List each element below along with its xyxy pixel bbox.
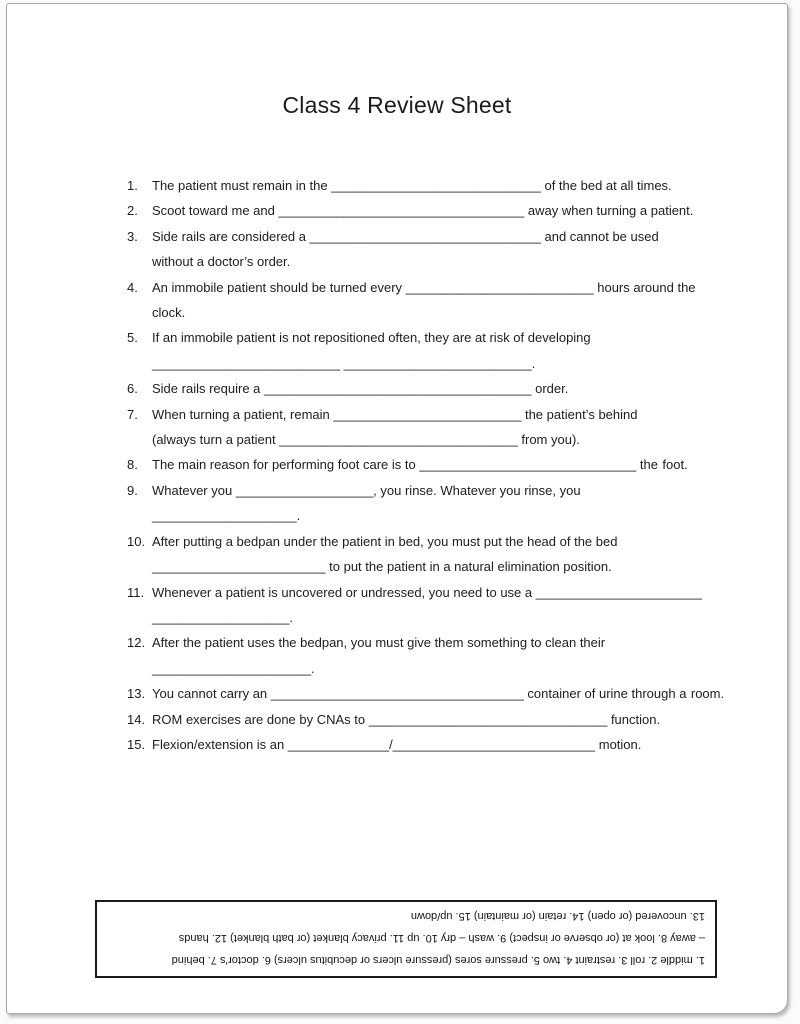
- question-number: 3.: [127, 228, 138, 244]
- question-item: [127, 478, 727, 529]
- answer-key-line: – away 8. look at (or observe or inspect) 9. wash – dry 10. up 11. privacy blanket (or bath blanket) 12. hands: [178, 932, 705, 944]
- document-page: [6, 3, 788, 1014]
- question-number: 7.: [127, 406, 138, 422]
- question-line: Scoot toward me and __________________________________ away when turning a patient.: [152, 203, 694, 219]
- question-line: foot.: [662, 457, 688, 473]
- question-item: [127, 580, 727, 631]
- question-line: ____________________.: [152, 508, 301, 524]
- answer-key-line: 1. middle 2. roll 3. restraint 4. two 5. pressure sores (pressure ulcers or decubitus ulcers) 6. doctor’s 7. behind: [171, 954, 705, 966]
- question-line: ________________________ to put the patient in a natural elimination position.: [152, 559, 612, 575]
- question-line: You cannot carry an ___________________________________ container of urine through a: [152, 686, 687, 702]
- question-item: [127, 198, 727, 223]
- question-item: [127, 275, 727, 326]
- question-line: ______________________.: [152, 660, 315, 676]
- question-line: Flexion/extension is an ______________/____________________________ motion.: [152, 736, 642, 752]
- question-item: [127, 529, 727, 580]
- question-line: room.: [690, 686, 725, 702]
- question-item: [127, 376, 727, 401]
- question-number: 2.: [127, 203, 138, 219]
- question-item: [127, 173, 727, 198]
- question-line: Whenever a patient is uncovered or undressed, you need to use a _______________________: [152, 584, 703, 600]
- question-line: After putting a bedpan under the patient in bed, you must put the head of the bed: [152, 533, 618, 549]
- question-item: [127, 732, 727, 757]
- question-number: 6.: [127, 381, 138, 397]
- question-line: ___________________.: [152, 609, 293, 625]
- question-line: When turning a patient, remain __________________________ the patient’s behind: [152, 406, 638, 422]
- answer-key-box: [95, 900, 717, 978]
- question-line: clock.: [152, 305, 186, 321]
- question-number: 5.: [127, 330, 138, 346]
- question-number: 13.: [127, 686, 146, 702]
- question-item: [127, 681, 727, 706]
- answer-key-line: 13. uncovered (or open) 14. retain (or maintain) 15. up/down: [410, 910, 705, 922]
- question-number: 11.: [127, 584, 145, 600]
- question-line: __________________________ __________________________.: [152, 355, 536, 371]
- question-line: ROM exercises are done by CNAs to _________________________________ function.: [152, 711, 661, 727]
- question-line: After the patient uses the bedpan, you must give them something to clean their: [152, 635, 606, 651]
- question-number: 10.: [127, 533, 146, 549]
- question-number: 8.: [127, 457, 138, 473]
- question-number: 4.: [127, 279, 138, 295]
- answer-key-rotated-text: [97, 902, 715, 976]
- question-number: 14.: [127, 711, 146, 727]
- question-number: 1.: [127, 178, 138, 193]
- question-number: 9.: [127, 482, 138, 498]
- question-number: 12.: [127, 635, 146, 651]
- question-line: without a doctor’s order.: [152, 254, 291, 270]
- page-title: Class 4 Review Sheet: [282, 92, 512, 118]
- question-item: [127, 224, 727, 275]
- question-line: Whatever you ___________________, you rinse. Whatever you rinse, you: [152, 482, 581, 498]
- question-line: An immobile patient should be turned every __________________________ hours around the: [152, 279, 696, 295]
- question-item: [127, 325, 727, 376]
- question-line: Side rails are considered a ________________________________ and cannot be used: [152, 228, 659, 244]
- question-item: [127, 707, 727, 732]
- question-line: If an immobile patient is not repositioned often, they are at risk of developing: [152, 330, 591, 346]
- question-line: Side rails require a _____________________________________ order.: [152, 381, 569, 397]
- question-number: 15.: [127, 736, 146, 752]
- question-line: The main reason for performing foot care is to ______________________________ the: [152, 457, 658, 473]
- question-item: [127, 630, 727, 681]
- question-list: [127, 173, 727, 757]
- question-item: [127, 402, 727, 453]
- question-line: (always turn a patient _________________________________ from you).: [152, 432, 580, 448]
- question-line: The patient must remain in the _____________________________ of the bed at all times.: [152, 178, 672, 193]
- question-item: [127, 452, 727, 477]
